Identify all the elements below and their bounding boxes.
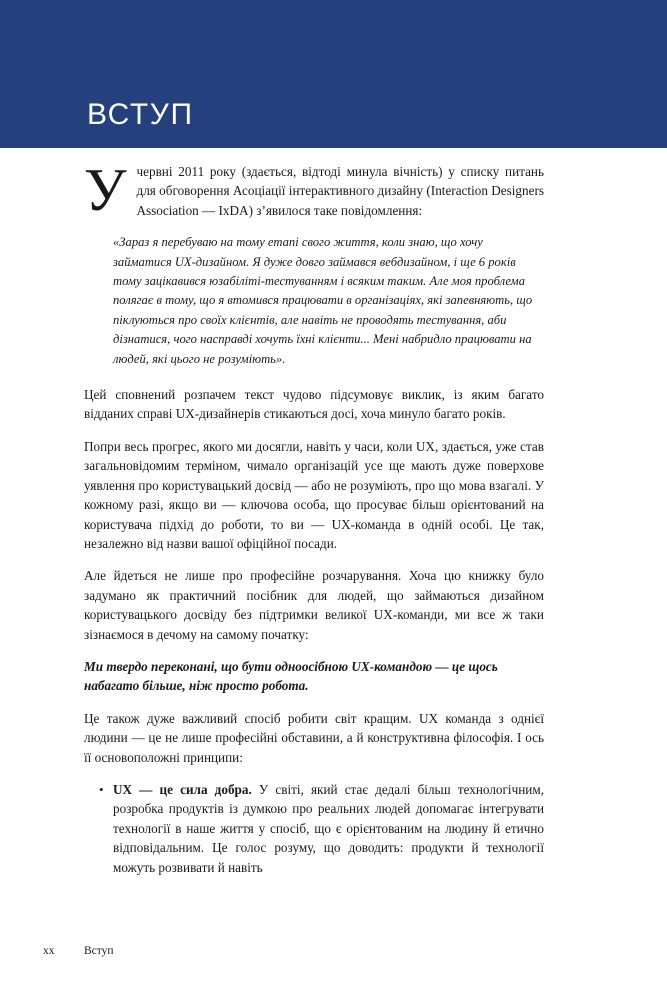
drop-cap: У (84, 157, 127, 223)
callout-statement (84, 657, 544, 696)
principles-list (84, 780, 544, 877)
running-footer (43, 944, 603, 958)
paragraph-4: Але йдеться не лише про професійне розчарування. Хоча цю книжку було задумано як практичний посібник для людей, що займаються дизайном користувацького досвіду без підтримки великої UX-команди, ми все ж таки зізнаємося в дечому на самому початку: (84, 568, 544, 642)
bullet-marker-icon: • (99, 781, 104, 797)
chapter-title: ВСТУП (87, 98, 194, 131)
page-body-column (84, 148, 544, 877)
paragraph-3: Попри весь прогрес, якого ми досягли, навіть у часи, коли UX, здається, уже став загальновідомим терміном, чимало організацій усе ще мають дуже поверхове уявлення про користувацький досвід — або не розуміють, про що мова взагалі. У кожному разі, якщо ви — ключова особа, що просуває більш орієнтований на користувача підхід до роботи, то ви — UX-команда в одній особі. Це так, незалежно від назви вашої офіційної посади. (84, 438, 544, 551)
opening-paragraph-text: червні 2011 року (здається, відтоді минула вічність) у списку питань для обговорення Асоціації інтерактивного дизайну (Interaction Designers Association — IxDA) з’явилося таке повідомлення: (136, 164, 544, 218)
callout-text: Ми твердо переконані, що бути одноосібною UX-командою — це щось набагато більше, ніж просто робота. (84, 658, 498, 694)
paragraph-2: Цей сповнений розпачем текст чудово підсумовує виклик, із яким багато відданих справі UX-дизайнерів стикаються досі, хоча минуло багато років. (84, 387, 544, 422)
running-head: Вступ (84, 945, 114, 957)
paragraph-5: Це також дуже важливий спосіб робити світ кращим. UX команда з однієї людини — це не лише професійні обставини, а й конструктивна філософія. І ось її основоположні принципи: (84, 710, 544, 765)
page-folio: xx (43, 945, 55, 957)
list-item-text: У світі, який стає дедалі більш технологічним, розробка продуктів із думкою про реальних людей допомагає інтегрувати технології в наше життя у спосіб, що є орієнтованим на людину й етично відповідальним. Це голос розуму, що доводить: продукти й технології можуть розвивати й навіть (113, 781, 544, 875)
list-item (84, 780, 544, 877)
chapter-header-band (0, 0, 667, 148)
opening-paragraph (84, 157, 544, 223)
pull-quote-text: «Зараз я перебуваю на тому етапі свого життя, коли знаю, що хочу займатися UX-дизайном. Я дуже довго займався вебдизайном, і ще 6 років тому зацікавився юзабіліті-тестуванням і всяким таким. Але моя проблема полягає в тому, що я втомився працювати в організаціях, які запевняють, що піклуються про своїх клієнтів, але навіть не проводять тестування, аби дізнатися, чого насправді хочуть їхні клієнти... Мені набридло працювати на людей, які цього не розуміють». (113, 235, 533, 366)
pull-quote (113, 233, 542, 369)
list-item-lead: UX — це сила добра. (113, 781, 252, 797)
